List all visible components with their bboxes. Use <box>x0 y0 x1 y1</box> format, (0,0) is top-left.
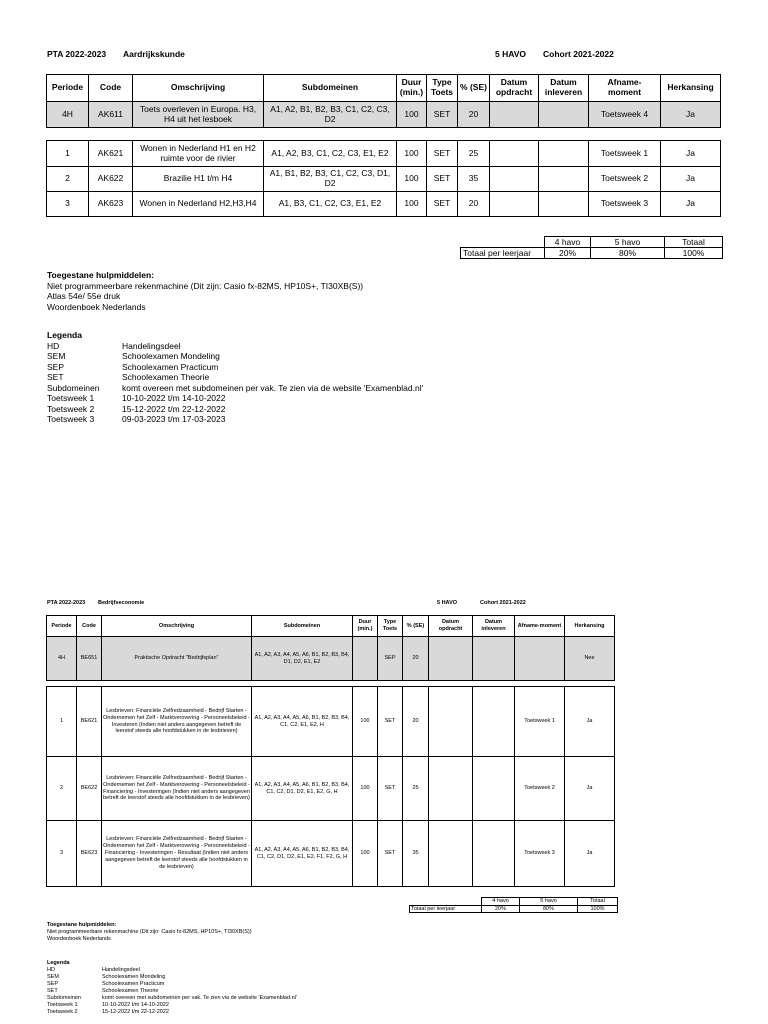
cell-subdomeinen: A1, A2, A3, A4, A5, A6, B1, B2, B3, B4, D1, D2, E1, E2 <box>252 637 353 681</box>
legenda-item: Toetsweek 3 09-03-2023 t/m 17-03-2023 <box>47 414 226 424</box>
hulpmiddelen-line: Atlas 54e/ 55e druk <box>47 291 121 301</box>
totals-tot: Totaal <box>578 898 618 906</box>
cell-inleveren <box>539 192 589 217</box>
cell-code: BE622 <box>77 757 102 821</box>
legenda-item: Subdomeinen komt overeen met subdomeinen per vak. Te zien via de website 'Examenblad.nl' <box>47 995 297 1001</box>
cell-omschrijving: Wonen in Nederland H2,H3,H4 <box>133 192 264 217</box>
totals-v5: 80% <box>520 905 578 913</box>
cell-duur: 100 <box>397 192 427 217</box>
cell-code: BE621 <box>77 687 102 757</box>
col-header: Herkansing <box>661 75 721 102</box>
cell-opdracht <box>490 167 539 192</box>
cell-omschrijving: Praktische Opdracht "Bedrijfsplan" <box>102 637 252 681</box>
cell-herkansing: Ja <box>565 821 615 887</box>
cell-code: AK622 <box>89 167 133 192</box>
col-header: Afname-moment <box>515 616 565 637</box>
col-header: Omschrijving <box>133 75 264 102</box>
cell-inleveren <box>473 757 515 821</box>
cell-pct: 35 <box>403 821 429 887</box>
level: 5 HAVO <box>495 49 527 59</box>
cell-opdracht <box>490 192 539 217</box>
hulpmiddelen-line: Niet programmeerbare rekenmachine (Dit zijn: Casio fx-82MS, HP10S+, TI30XB(S)) <box>47 929 252 935</box>
cell-code: AK623 <box>89 192 133 217</box>
col-header: Duur (min.) <box>397 75 427 102</box>
legenda-item: SEP Schoolexamen Practicum <box>47 981 165 987</box>
cell-pct: 20 <box>458 192 490 217</box>
col-header: % (SE) <box>458 75 490 102</box>
cell-omschrijving: Lesbrieven: Financiële Zelfredzaamheid - Bedrijf Starten - Ondernemen het Zelf - Marktverovering - Personeelsbeleid - Financiering - Investeringen (Indien niet anders aangegeven betreft de leerstof steeds alle hoofdstukken in de lesbrieven) <box>102 757 252 821</box>
table-row <box>47 141 721 167</box>
col-header: Subdomeinen <box>264 75 397 102</box>
totals-h4: 4 havo <box>545 237 591 248</box>
cell-opdracht <box>429 687 473 757</box>
pta-table-header <box>46 74 721 128</box>
col-header: % (SE) <box>403 616 429 637</box>
cell-moment: Toetsweek 2 <box>515 757 565 821</box>
cell-type: SET <box>427 102 458 128</box>
hulpmiddelen-line: Woordenboek Nederlands <box>47 936 111 942</box>
cell-pct: 35 <box>458 167 490 192</box>
col-header: Type Toets <box>427 75 458 102</box>
cell-omschrijving: Lesbrieven: Financiële Zelfredzaamheid - Bedrijf Starten - Ondernemen het Zelf - Marktverovering - Personeelsbeleid - Financiering - Investeringen - Resultaat (Indien niet anders aangegeven betreft de leerstof steeds alle hoofdstukken in de lesbrieven) <box>102 821 252 887</box>
level: 5 HAVO <box>437 600 458 606</box>
cell-duur: 100 <box>397 167 427 192</box>
cell-subdomeinen: A1, A2, B1, B2, B3, C1, C2, C3, D2 <box>264 102 397 128</box>
cell-herkansing: Ja <box>661 102 721 128</box>
col-header: Type Toets <box>378 616 403 637</box>
totals-vt: 100% <box>578 905 618 913</box>
hulpmiddelen-block <box>47 270 363 312</box>
cell-duur: 100 <box>353 821 378 887</box>
totals-h5: 5 havo <box>520 898 578 906</box>
cell-moment: Toetsweek 3 <box>515 821 565 887</box>
hulpmiddelen-title: Toegestane hulpmiddelen: <box>47 270 155 280</box>
totals-h5: 5 havo <box>591 237 665 248</box>
hulpmiddelen-line: Niet programmeerbare rekenmachine (Dit zijn: Casio fx-82MS, HP10S+, TI30XB(S)) <box>47 280 364 291</box>
totals-v5: 80% <box>591 248 665 259</box>
cell-moment: Toetsweek 2 <box>589 167 661 192</box>
col-header: Datum opdracht <box>490 75 539 102</box>
cell-moment <box>515 637 565 681</box>
cell-moment: Toetsweek 4 <box>589 102 661 128</box>
legenda-item: SEP Schoolexamen Practicum <box>47 361 219 372</box>
cell-periode: 1 <box>47 687 77 757</box>
cell-moment: Toetsweek 1 <box>589 141 661 167</box>
cell-type: SEP <box>378 637 403 681</box>
cell-herkansing: Ja <box>661 192 721 217</box>
col-header: Periode <box>47 75 89 102</box>
subject-title: Bedrijfseconomie <box>98 600 145 606</box>
totals-label: Totaal per leerjaar <box>461 248 545 259</box>
legenda-item: SEM Schoolexamen Mondeling <box>47 974 166 980</box>
legenda-block <box>47 330 423 425</box>
cell-type: SET <box>378 821 403 887</box>
cell-duur: 100 <box>397 102 427 128</box>
col-header: Duur (min.) <box>353 616 378 637</box>
cell-subdomeinen: A1, A2, B3, C1, C2, C3, E1, E2 <box>264 141 397 167</box>
cell-subdomeinen: A1, A2, A3, A4, A5, A6, B1, B2, B3, B4, C1, C2, D1, D2, E1, E2, G, H <box>252 757 353 821</box>
col-header: Datum opdracht <box>429 616 473 637</box>
totals-v4: 20% <box>482 905 520 913</box>
cell-herkansing: Ja <box>661 141 721 167</box>
cell-opdracht <box>429 821 473 887</box>
table-header-row <box>47 616 615 637</box>
table-row <box>47 102 721 128</box>
legenda-block-2 <box>47 960 297 1016</box>
cell-opdracht <box>490 102 539 128</box>
col-header: Afname-moment <box>589 75 661 102</box>
table-row <box>47 687 615 757</box>
cell-omschrijving: Brazilie H1 t/m H4 <box>133 167 264 192</box>
subject-title: Aardrijkskunde <box>123 49 185 59</box>
cell-periode: 1 <box>47 141 89 167</box>
legenda-item: HD Handelingsdeel <box>47 967 140 973</box>
cell-moment: Toetsweek 1 <box>515 687 565 757</box>
table-row <box>47 167 721 192</box>
legenda-item: HD Handelingsdeel <box>47 340 181 351</box>
col-header: Code <box>77 616 102 637</box>
totals-v4: 20% <box>545 248 591 259</box>
cell-type: SET <box>378 757 403 821</box>
legenda-item: Toetsweek 1 10-10-2022 t/m 14-10-2022 <box>47 1002 169 1008</box>
totals-h4: 4 havo <box>482 898 520 906</box>
cell-herkansing: Ja <box>565 757 615 821</box>
cell-pct: 25 <box>458 141 490 167</box>
col-header: Herkansing <box>565 616 615 637</box>
col-header: Code <box>89 75 133 102</box>
cell-subdomeinen: A1, B3, C1, C2, C3, E1, E2 <box>264 192 397 217</box>
col-header: Datum inleveren <box>539 75 589 102</box>
cell-opdracht <box>490 141 539 167</box>
hulpmiddelen-title: Toegestane hulpmiddelen: <box>47 922 117 928</box>
cohort: Cohort 2021-2022 <box>543 49 614 59</box>
table-row <box>47 637 615 681</box>
cell-pct: 20 <box>403 687 429 757</box>
legenda-item: SET Schoolexamen Theorie <box>47 988 159 994</box>
legenda-title: Legenda <box>47 330 82 340</box>
cell-periode: 2 <box>47 757 77 821</box>
legenda-item: Toetsweek 1 10-10-2022 t/m 14-10-2022 <box>47 393 226 403</box>
pta-year: PTA 2022-2023 <box>47 49 107 59</box>
totals-tot: Totaal <box>665 237 723 248</box>
cell-inleveren <box>539 141 589 167</box>
cell-periode: 2 <box>47 167 89 192</box>
cell-subdomeinen: A1, A2, A3, A4, A5, A6, B1, B2, B3, B4, C1, C2, E1, E2, H <box>252 687 353 757</box>
cell-subdomeinen: A1, B1, B2, B3, C1, C2, C3, D1, D2 <box>264 167 397 192</box>
legenda-item: SEM Schoolexamen Mondeling <box>47 351 220 361</box>
cell-opdracht <box>429 637 473 681</box>
cell-herkansing: Ja <box>565 687 615 757</box>
cell-inleveren <box>473 637 515 681</box>
cell-type: SET <box>427 167 458 192</box>
cell-inleveren <box>473 687 515 757</box>
col-header: Subdomeinen <box>252 616 353 637</box>
cell-inleveren <box>539 102 589 128</box>
cell-duur: 100 <box>353 687 378 757</box>
cell-duur: 100 <box>397 141 427 167</box>
totals-label: Totaal per leerjaar <box>410 905 482 913</box>
legenda-item: Toetsweek 2 15-12-2022 t/m 22-12-2022 <box>47 1009 169 1015</box>
hulpmiddelen-line: Woordenboek Nederlands <box>47 301 146 312</box>
cell-pct: 20 <box>403 637 429 681</box>
col-header: Omschrijving <box>102 616 252 637</box>
hulpmiddelen-block-2 <box>47 922 252 943</box>
pta-table-header-2 <box>46 615 615 681</box>
cell-omschrijving: Wonen in Nederland H1 en H2 ruimte voor de rivier <box>133 141 264 167</box>
cohort: Cohort 2021-2022 <box>480 600 526 606</box>
cell-herkansing: Ja <box>661 167 721 192</box>
cell-type: SET <box>427 192 458 217</box>
cell-inleveren <box>473 821 515 887</box>
totals-vt: 100% <box>665 248 723 259</box>
legenda-item: SET Schoolexamen Theorie <box>47 372 210 382</box>
table-header-row <box>47 75 721 102</box>
table-row <box>47 757 615 821</box>
table-row <box>47 821 615 887</box>
cell-periode: 4H <box>47 102 89 128</box>
legenda-item: Toetsweek 2 15-12-2022 t/m 22-12-2022 <box>47 403 226 414</box>
legenda-title: Legenda <box>47 960 70 966</box>
cell-pct: 25 <box>403 757 429 821</box>
totals-table-2 <box>409 897 618 913</box>
pta-table-body <box>46 140 721 217</box>
cell-periode: 4H <box>47 637 77 681</box>
cell-omschrijving: Toets overleven in Europa. H3, H4 uit het lesboek <box>133 102 264 128</box>
col-header: Periode <box>47 616 77 637</box>
cell-subdomeinen: A1, A2, A3, A4, A5, A6, B1, B2, B3, B4, C1, C2, D1, D2, E1, E2, F1, F2, G, H <box>252 821 353 887</box>
cell-duur <box>353 637 378 681</box>
totals-table <box>460 236 723 259</box>
pta-table-body-2 <box>46 686 615 887</box>
cell-duur: 100 <box>353 757 378 821</box>
cell-code: AK611 <box>89 102 133 128</box>
cell-omschrijving: Lesbrieven: Financiële Zelfredzaamheid - Bedrijf Starten - Ondernemen het Zelf - Marktverovering - Personeelsbeleid - Investeren (Indien niet anders aangegeven betreft de leerstof steeds alle hoofdstukken in de lesbrieven) <box>102 687 252 757</box>
cell-code: AK621 <box>89 141 133 167</box>
table-row <box>47 192 721 217</box>
cell-periode: 3 <box>47 821 77 887</box>
col-header: Datum inleveren <box>473 616 515 637</box>
cell-moment: Toetsweek 3 <box>589 192 661 217</box>
cell-periode: 3 <box>47 192 89 217</box>
pta-year: PTA 2022-2023 <box>47 600 86 606</box>
cell-inleveren <box>539 167 589 192</box>
legenda-item: Subdomeinen komt overeen met subdomeinen per vak. Te zien via de website 'Examenblad.nl' <box>47 382 424 393</box>
cell-type: SET <box>378 687 403 757</box>
cell-type: SET <box>427 141 458 167</box>
cell-opdracht <box>429 757 473 821</box>
cell-herkansing: Nee <box>565 637 615 681</box>
cell-pct: 20 <box>458 102 490 128</box>
cell-code: BE651 <box>77 637 102 681</box>
cell-code: BE623 <box>77 821 102 887</box>
